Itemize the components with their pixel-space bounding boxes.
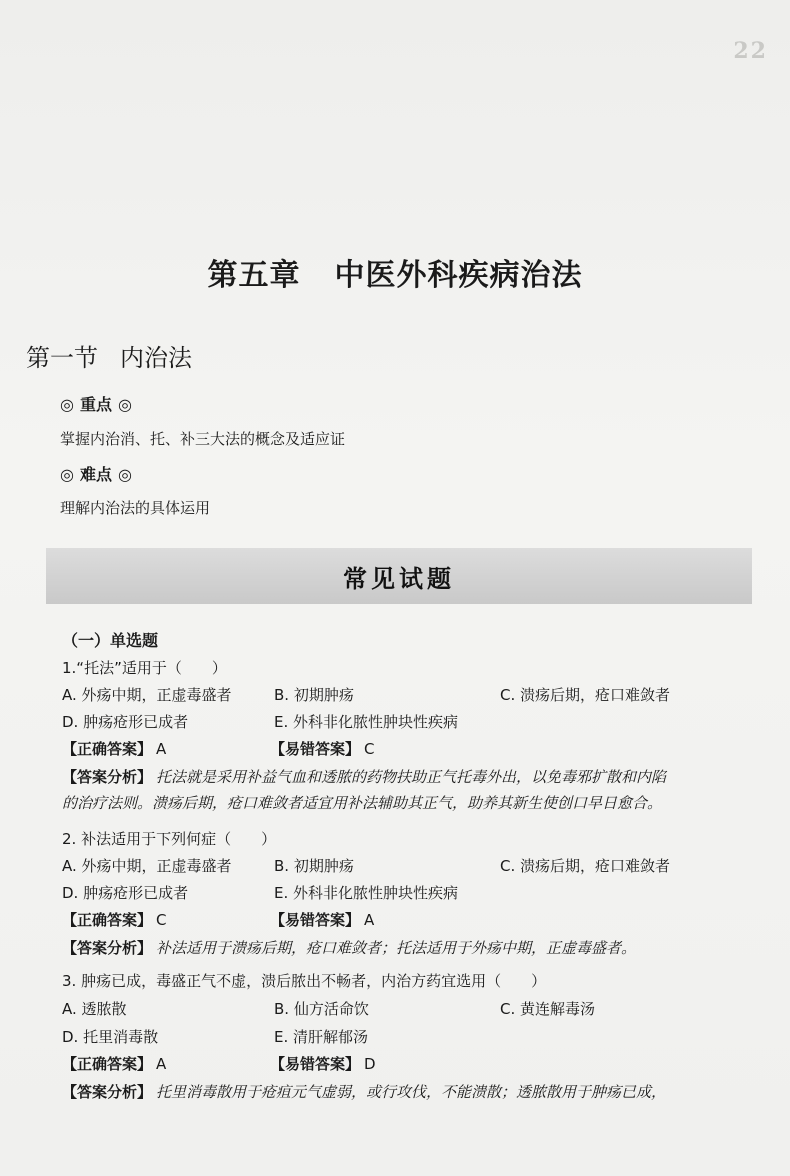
analysis-label: 【答案分析】 [62, 768, 153, 786]
correct-answer-value: C [156, 911, 167, 929]
section-name: 内治法 [120, 344, 192, 372]
wrong-answer-value: C [364, 740, 375, 758]
answer-analysis [62, 1079, 742, 1105]
analysis-text: 补法适用于溃疡后期，疮口难敛者；托法适用于外疡中期，正虚毒盛者。 [156, 939, 637, 957]
option: B. 仙方活命饮 [274, 1000, 369, 1018]
analysis-text: 的治疗法则。溃疡后期，疮口难敛者适宜用补法辅助其正气，助养其新生使创口早日愈合。 [62, 794, 663, 812]
wrong-answer [270, 738, 375, 759]
option: D. 肿疡疮形已成者 [62, 884, 189, 902]
question-stem: 2. 补法适用于下列何症（ ） [62, 830, 277, 848]
double-circle-icon: ◎ [60, 395, 74, 414]
double-circle-icon: ◎ [117, 465, 132, 484]
chapter-prefix: 第五章 [207, 258, 301, 293]
option: D. 托里消毒散 [62, 1028, 159, 1046]
wrong-answer-label: 【易错答案】 [270, 1055, 361, 1073]
option: A. 透脓散 [62, 1000, 127, 1018]
option: B. 初期肿疡 [274, 857, 354, 875]
wrong-answer [270, 909, 374, 930]
option: A. 外疡中期，正虚毒盛者 [62, 857, 232, 875]
difficulty-heading [60, 462, 138, 485]
wrong-answer-value: D [364, 1055, 376, 1073]
wrong-answer-label: 【易错答案】 [270, 740, 361, 758]
correct-answer-label: 【正确答案】 [62, 1055, 153, 1073]
analysis-text: 托法就是采用补益气血和透脓的药物扶助正气托毒外出，以免毒邪扩散和内陷 [156, 768, 667, 786]
double-circle-icon: ◎ [117, 395, 132, 414]
option: E. 外科非化脓性肿块性疾病 [274, 713, 459, 731]
subsection-heading: （一）单选题 [62, 631, 159, 650]
option: C. 溃疡后期，疮口难敛者 [500, 857, 671, 875]
difficulty-text: 理解内治法的具体运用 [60, 499, 211, 517]
option: B. 初期肿疡 [274, 686, 354, 704]
chapter-title [0, 250, 790, 294]
correct-answer [62, 909, 167, 930]
running-header: 22 [733, 38, 768, 64]
option: A. 外疡中期，正虚毒盛者 [62, 686, 232, 704]
question-stem: 3. 肿疡已成，毒盛正气不虚，溃后脓出不畅者，内治方药宜选用（ ） [62, 972, 547, 990]
question-stem: 1.“托法”适用于（ ） [62, 659, 227, 677]
answer-analysis [62, 935, 742, 961]
section-prefix: 第一节 [26, 344, 98, 372]
correct-answer [62, 1053, 166, 1074]
difficulty-label: 难点 [79, 465, 112, 484]
analysis-label: 【答案分析】 [62, 1083, 153, 1101]
analysis-label: 【答案分析】 [62, 939, 153, 957]
correct-answer [62, 738, 166, 759]
correct-answer-value: A [156, 1055, 167, 1073]
option: D. 肿疡疮形已成者 [62, 713, 189, 731]
section-banner: 常见试题 [46, 548, 752, 604]
section-title [26, 338, 192, 373]
option: E. 清肝解郁汤 [274, 1028, 369, 1046]
key-point-heading [60, 392, 138, 415]
wrong-answer-value: A [364, 911, 375, 929]
wrong-answer-label: 【易错答案】 [270, 911, 361, 929]
option: C. 黄连解毒汤 [500, 1000, 596, 1018]
double-circle-icon: ◎ [60, 465, 74, 484]
answer-analysis [62, 764, 742, 816]
wrong-answer [270, 1053, 376, 1074]
chapter-name: 中医外科疾病治法 [334, 258, 583, 293]
correct-answer-label: 【正确答案】 [62, 740, 153, 758]
correct-answer-label: 【正确答案】 [62, 911, 153, 929]
key-point-text: 掌握内治消、托、补三大法的概念及适应证 [60, 430, 346, 448]
option: E. 外科非化脓性肿块性疾病 [274, 884, 459, 902]
key-point-label: 重点 [79, 395, 112, 414]
option: C. 溃疡后期，疮口难敛者 [500, 686, 671, 704]
analysis-text: 托里消毒散用于疮疽元气虚弱，或行攻伐，不能溃散；透脓散用于肿疡已成， [156, 1083, 667, 1101]
correct-answer-value: A [156, 740, 167, 758]
